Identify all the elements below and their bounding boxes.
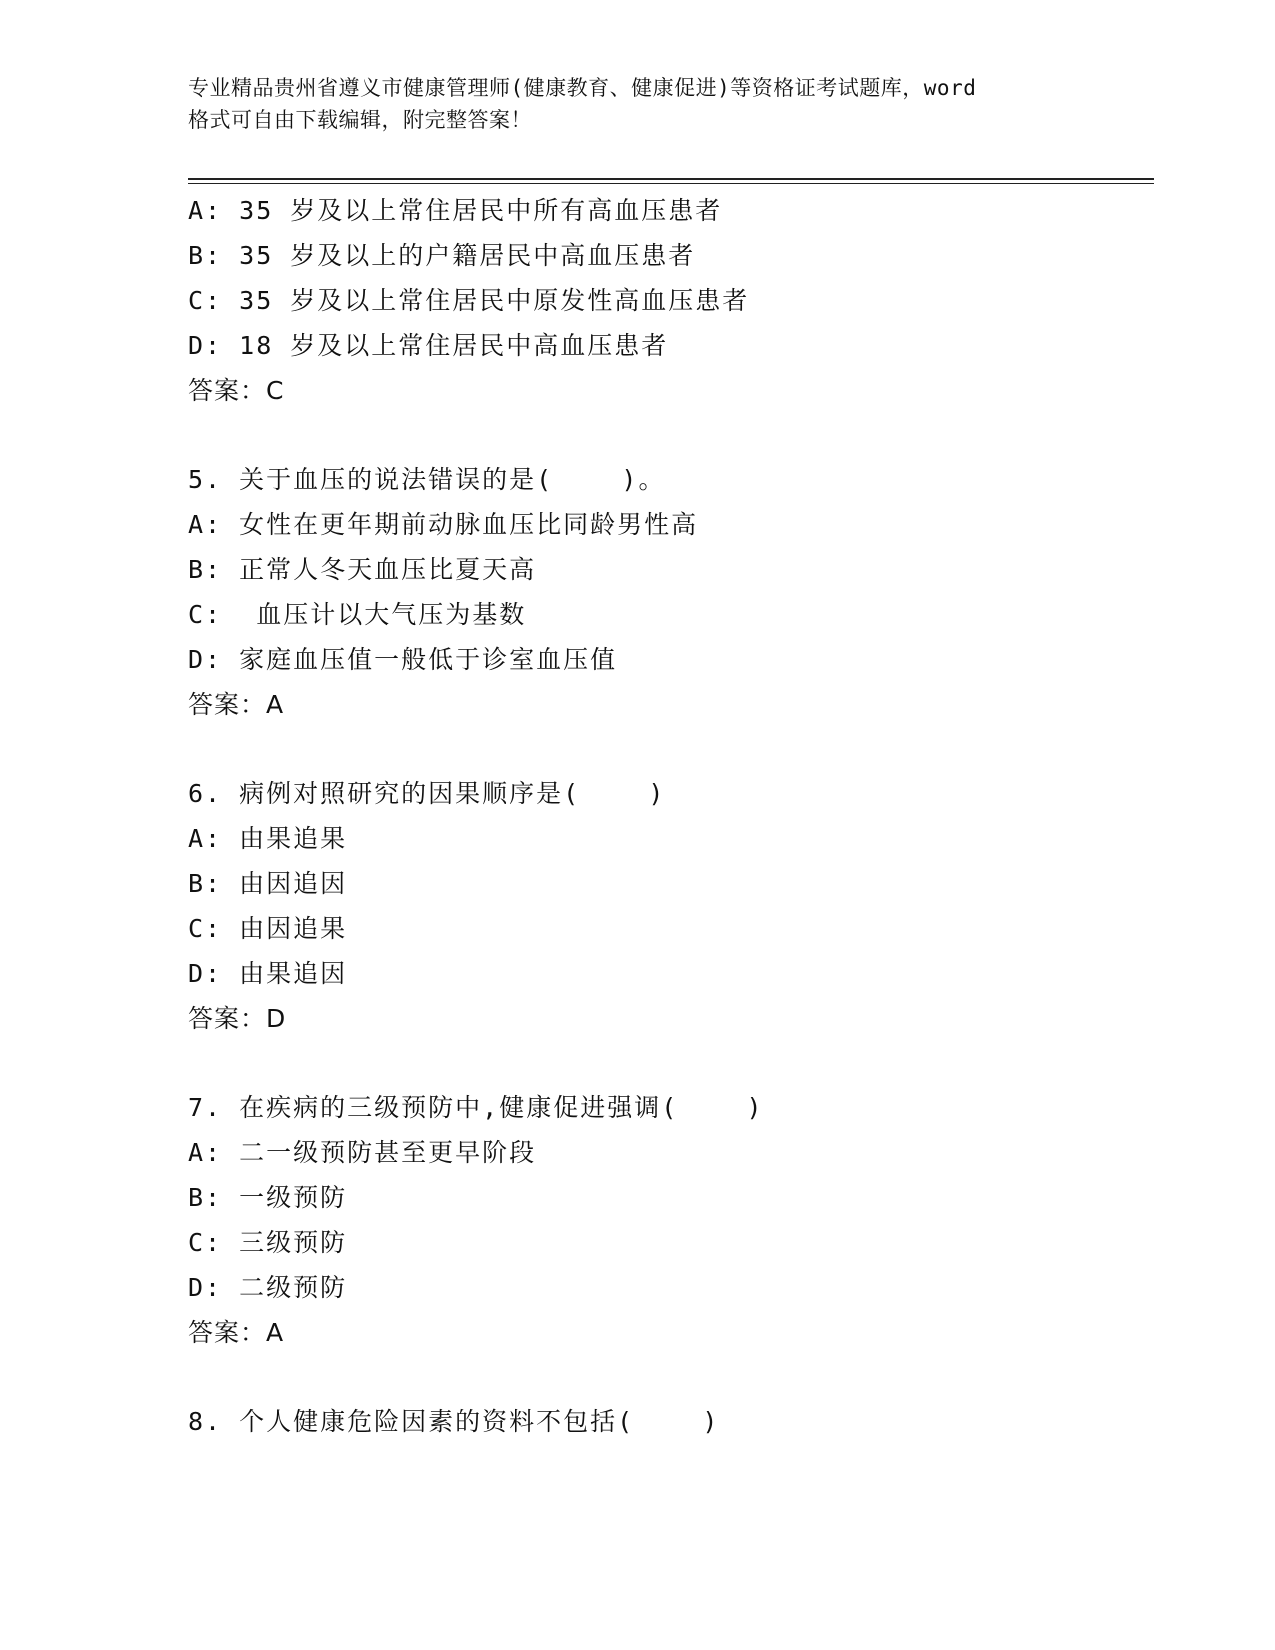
q5-question: 5. 关于血压的说法错误的是( )。 <box>188 465 666 494</box>
q6-option-d: D: 由果追因 <box>188 959 348 988</box>
q4-option-c: C: 35 岁及以上常住居民中原发性高血压患者 <box>188 286 750 315</box>
q4-option-d: D: 18 岁及以上常住居民中高血压患者 <box>188 331 669 360</box>
q6-question: 6. 病例对照研究的因果顺序是( ) <box>188 779 666 808</box>
q5-option-b: B: 正常人冬天血压比夏天高 <box>188 555 537 584</box>
header-line-1: 专业精品贵州省遵义市健康管理师(健康教育、健康促进)等资格证考试题库，word <box>188 76 977 100</box>
header-line-2: 格式可自由下载编辑，附完整答案！ <box>188 108 532 132</box>
q7-option-d: D: 二级预防 <box>188 1273 348 1302</box>
document-header <box>188 72 1088 136</box>
q6-option-a: A: 由果追果 <box>188 824 348 853</box>
header-divider <box>188 178 1154 180</box>
q5-option-a: A: 女性在更年期前动脉血压比同龄男性高 <box>188 510 699 539</box>
q6-answer: 答案：D <box>188 1004 287 1033</box>
q7-option-a: A: 二一级预防甚至更早阶段 <box>188 1138 537 1167</box>
q7-answer: 答案：A <box>188 1318 285 1347</box>
q7-option-b: B: 一级预防 <box>188 1183 348 1212</box>
q6-option-c: C: 由因追果 <box>188 914 348 943</box>
q6-option-b: B: 由因追因 <box>188 869 348 898</box>
q5-answer: 答案：A <box>188 690 285 719</box>
q4-option-b: B: 35 岁及以上的户籍居民中高血压患者 <box>188 241 696 270</box>
q5-option-c: C: 血压计以大气压为基数 <box>188 600 527 629</box>
q7-option-c: C: 三级预防 <box>188 1228 348 1257</box>
q5-option-d: D: 家庭血压值一般低于诊室血压值 <box>188 645 618 674</box>
q8-question: 8. 个人健康危险因素的资料不包括( ) <box>188 1407 720 1436</box>
q4-answer: 答案：C <box>188 376 285 405</box>
q4-option-a: A: 35 岁及以上常住居民中所有高血压患者 <box>188 196 723 225</box>
header-divider-thin <box>188 183 1154 184</box>
q7-question: 7. 在疾病的三级预防中,健康促进强调( ) <box>188 1093 764 1122</box>
